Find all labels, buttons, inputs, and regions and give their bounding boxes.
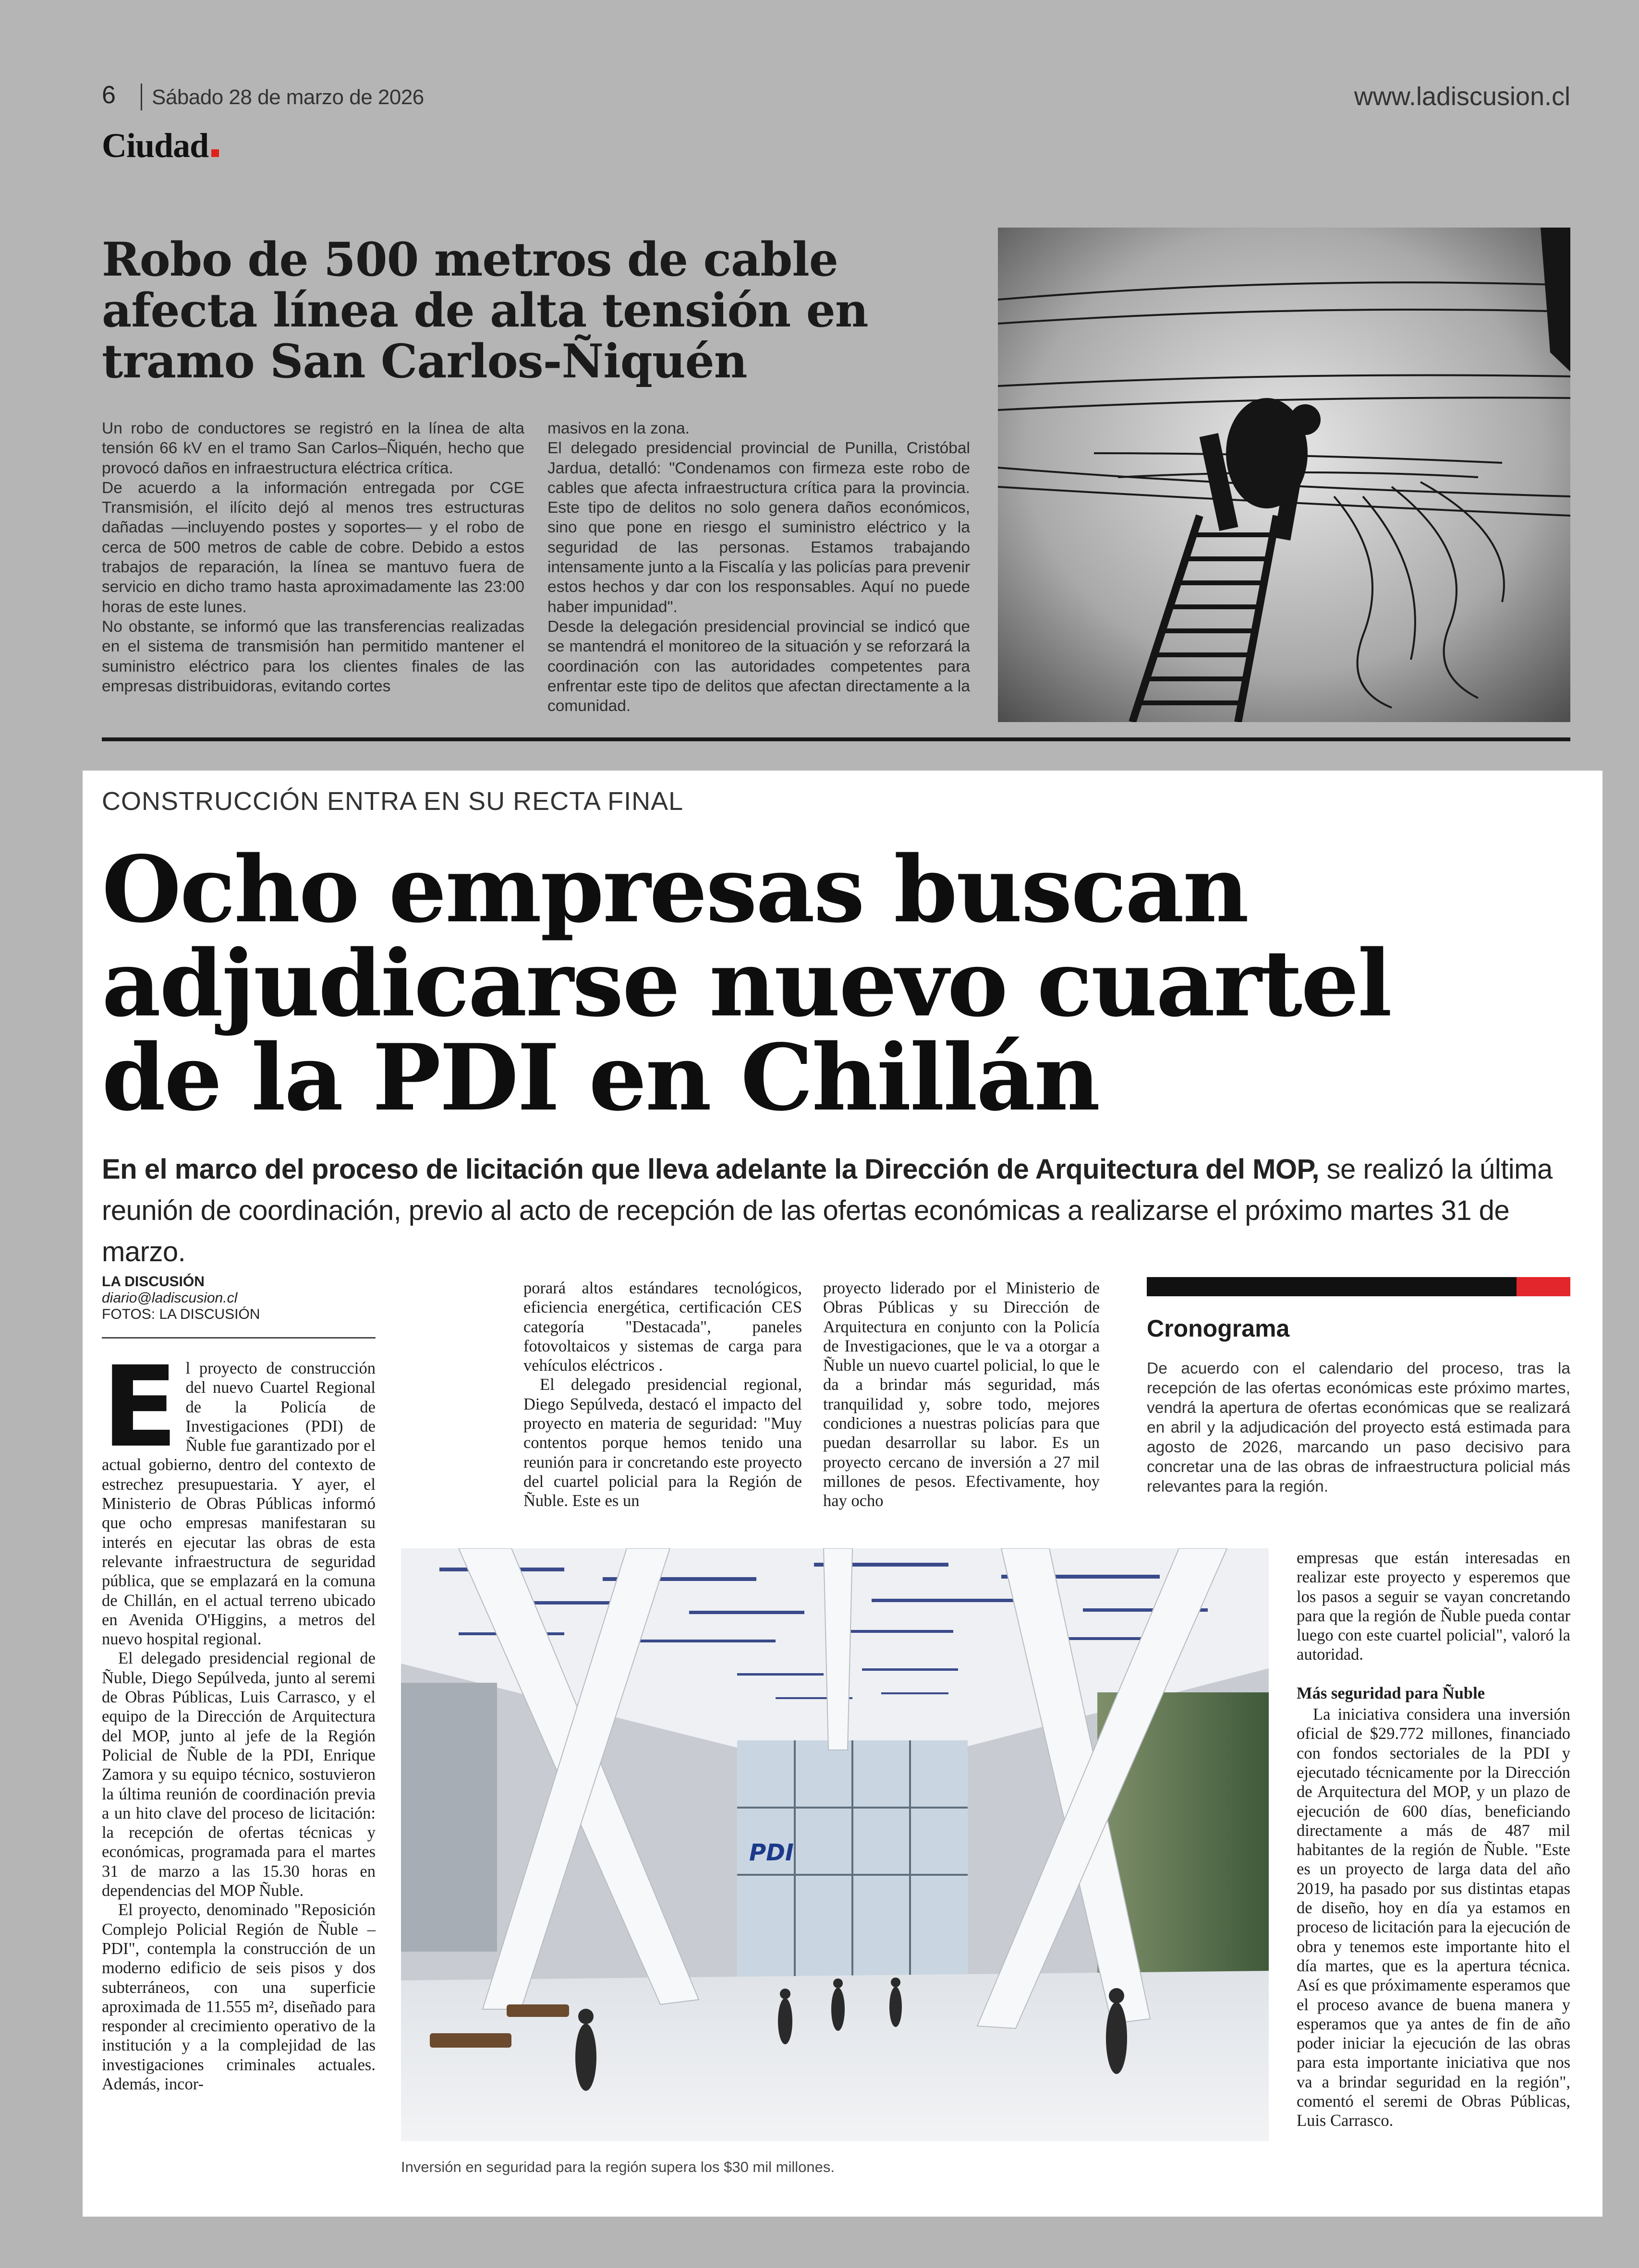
paragraph: l proyecto de construcción del nuevo Cuartel Regional de la Policía de Investigaciones (PDI) de Ñuble fue garantizado por el actual gobierno, dentro del contexto de estrechez presupuestaria. Y ayer, el Ministerio de Obras Públicas informó que ocho empresas manifestaran su interés en ejecutar las obras de esta relevante infraestructura de seguridad pública, que se emplazará en la comuna de Chillán, en el actual terreno ubicado en Avenida O'Higgins, a metros del nuevo hospital regional. bbox=[102, 1359, 376, 1649]
top-headline-line: Robo de 500 metros de cable bbox=[102, 232, 838, 287]
top-story-column-1 bbox=[102, 419, 524, 696]
paragraph: empresas que están interesadas en realizar este proyecto y esperemos que los pasos a seguir se vayan concretando para que la región de Ñuble pueda contar luego con este cuartel policial", valoró la autoridad. bbox=[1297, 1549, 1570, 1664]
paragraph: porará altos estándares tecnológicos, eficiencia energética, certificación CES categoría "Destacada", paneles fotovoltaicos y sistemas de carga para vehículos eléctricos . bbox=[523, 1279, 802, 1375]
article-column-3 bbox=[823, 1279, 1100, 1511]
byline-author: LA DISCUSIÓN bbox=[102, 1274, 205, 1290]
top-headline-line: afecta línea de alta tensión en bbox=[102, 283, 868, 338]
deck bbox=[102, 1149, 1581, 1273]
top-story-column-2 bbox=[547, 419, 970, 716]
section-dot bbox=[211, 149, 219, 157]
paragraph: No obstante, se informó que las transferencias realizadas en el sistema de transmisión han permitido mantener el suministro eléctrico para los clientes finales de las empresas distribuidoras, evitando cortes bbox=[102, 617, 524, 695]
section-label bbox=[102, 126, 219, 166]
main-headline-line: de la PDI en Chillán bbox=[102, 1024, 1099, 1131]
header-separator bbox=[141, 84, 142, 110]
top-story-headline bbox=[102, 234, 985, 387]
article-column-2 bbox=[523, 1279, 802, 1511]
image-caption: Inversión en seguridad para la región supera los $30 mil millones. bbox=[401, 2159, 835, 2175]
paragraph: Desde la delegación presidencial provincial se indicó que se mantendrá el monitoreo de la situación y se reforzará la coordinación con las autoridades competentes para enfrentar este tipo de delitos que afectan directamente a la comunidad. bbox=[547, 617, 970, 715]
byline bbox=[102, 1274, 260, 1323]
cronograma-bar bbox=[1147, 1277, 1517, 1296]
paragraph: El delegado presidencial regional de Ñuble, Diego Sepúlveda, junto al seremi de Obras Públicas, Luis Carrasco, y el equipo de la Dirección de Arquitectura del MOP, junto al jefe de la Región Policial de Ñuble de la PDI, Enrique Zamora y su equipo técnico, sostuvieron la última reunión de coordinación previa a un hito clave del proceso de licitación: la recepción de ofertas técnicas y económicas, programada para el martes 31 de marzo a las 15.30 horas en dependencias del MOP Ñuble. bbox=[102, 1649, 376, 1900]
pdi-sign: PDI bbox=[749, 1839, 794, 1866]
article-column-1 bbox=[102, 1342, 376, 2094]
article-column-4 bbox=[1297, 1548, 1570, 2131]
kicker: CONSTRUCCIÓN ENTRA EN SU RECTA FINAL bbox=[102, 787, 684, 816]
section-label-text: Ciudad bbox=[102, 126, 209, 165]
byline-email[interactable]: diario@ladiscusion.cl bbox=[102, 1290, 238, 1306]
cable-worker-photo bbox=[998, 228, 1570, 722]
paragraph: El proyecto, denominado "Reposición Complejo Policial Región de Ñuble – PDI", contempla la construcción de un moderno edificio de seis pisos y dos subterráneos, con una superficie aproximada de 11.555 m², diseñado para responder al crecimiento operativo de la institución y a la complejidad de las investigaciones criminales actuales. Además, incor- bbox=[102, 1901, 376, 2093]
deck-bold: En el marco del proceso de licitación que lleva adelante la Dirección de Arquitectura del MOP, bbox=[102, 1154, 1319, 1185]
paragraph: De acuerdo a la información entregada por CGE Transmisión, el ilícito dejó al menos tres estructuras dañadas —incluyendo postes y soportes— y el robo de cerca de 500 metros de cable de cobre. Debido a estos trabajos de reparación, la línea se mantuvo fuera de servicio en dicho tramo hasta aproximadamente las 23:00 horas de este lunes. bbox=[102, 479, 524, 616]
paragraph: El delegado presidencial regional, Diego Sepúlveda, destacó el impacto del proyecto en materia de seguridad: "Muy contentos porque hemos tenido una reunión para ir concretando este proyecto del cuartel policial para la Región de Ñuble. Este es un bbox=[523, 1375, 802, 1510]
subheading: Más seguridad para Ñuble bbox=[1297, 1684, 1485, 1702]
cronograma-bar-accent bbox=[1517, 1277, 1570, 1296]
paragraph: La iniciativa considera una inversión oficial de $29.772 millones, financiado con fondos sectoriales de la PDI y ejecutado técnicamente por la Dirección de Arquitectura del MOP, y un plazo de ejecución de 600 días, beneficiando directamente a más de 487 mil habitantes de la región de Ñuble. "Este es un proyecto de larga data del año 2019, ha pasado por sus distintas etapas de diseño, hoy en día ya estamos en proceso de licitación para la ejecución de obra y tenemos este importante hito el día martes, que es la apertura técnica. Así es que próximamente esperamos que el proceso avance de buena manera y esperamos que ya antes de fin de año poder iniciar la ejecución de las obras para esta importante iniciativa que nos va a brindar seguridad en la región", comentó el seremi de Obras Públicas, Luis Carrasco. bbox=[1297, 1705, 1570, 2130]
main-headline bbox=[102, 836, 1571, 1131]
dropcap: E bbox=[102, 1342, 178, 1472]
main-headline-line: Ocho empresas buscan bbox=[102, 836, 1248, 943]
cronograma-text: De acuerdo con el calendario del proceso, tras la recepción de las ofertas económicas este próximo martes, vendrá la apertura de ofertas económicas que se realizará en abril y la adjudicación del proyecto está estimada para agosto de 2026, marcando un paso decisivo para concretar una de las obras de infraestructura policial más relevantes para la región. bbox=[1147, 1360, 1570, 1496]
byline-photos: FOTOS: LA DISCUSIÓN bbox=[102, 1306, 260, 1322]
cronograma-title: Cronograma bbox=[1147, 1315, 1290, 1342]
paragraph: proyecto liderado por el Ministerio de Obras Públicas y su Dirección de Arquitectura en conjunto con la Policía de Investigaciones, que le va a otorgar a Ñuble un nuevo cuartel policial, lo que le da a brindar más seguridad, más tranquilidad y, sobre todo, mejores condiciones a nuestras policías para que puedan desarrollar su labor. Es un proyecto cercano de inversión a 27 mil millones de pesos. Efectivamente, hoy hay ocho bbox=[823, 1279, 1100, 1510]
paragraph: masivos en la zona. bbox=[547, 420, 690, 437]
top-headline-line: tramo San Carlos-Ñiquén bbox=[102, 334, 747, 388]
pdi-building-rendering bbox=[401, 1548, 1269, 2141]
website-url[interactable]: www.ladiscusion.cl bbox=[1354, 82, 1570, 111]
issue-date: Sábado 28 de marzo de 2026 bbox=[152, 85, 424, 109]
page-number: 6 bbox=[102, 81, 116, 109]
paragraph: Un robo de conductores se registró en la línea de alta tensión 66 kV en el tramo San Carlos–Ñiquén, hecho que provocó daños en infraestructura eléctrica crítica. bbox=[102, 420, 524, 477]
byline-divider bbox=[102, 1337, 376, 1339]
paragraph: El delegado presidencial provincial de Punilla, Cristóbal Jardua, detalló: "Condenamos con firmeza este robo de cables que afecta infraestructura crítica para la provincia. Este tipo de delitos no solo genera daños económicos, sino que pone en riesgo el suministro eléctrico y la seguridad de las personas. Estamos trabajando intensamente junto a la Fiscalía y las policías para prevenir estos hechos y dar con los responsables. Aquí no puede haber impunidad". bbox=[547, 439, 970, 616]
main-headline-line: adjudicarse nuevo cuartel bbox=[102, 930, 1391, 1037]
deck-text: se realizó la última reunión de coordinación, previo al acto de recepción de las ofertas económicas a realizarse el próximo martes 31 de marzo. bbox=[102, 1154, 1553, 1267]
section-divider bbox=[102, 737, 1570, 741]
